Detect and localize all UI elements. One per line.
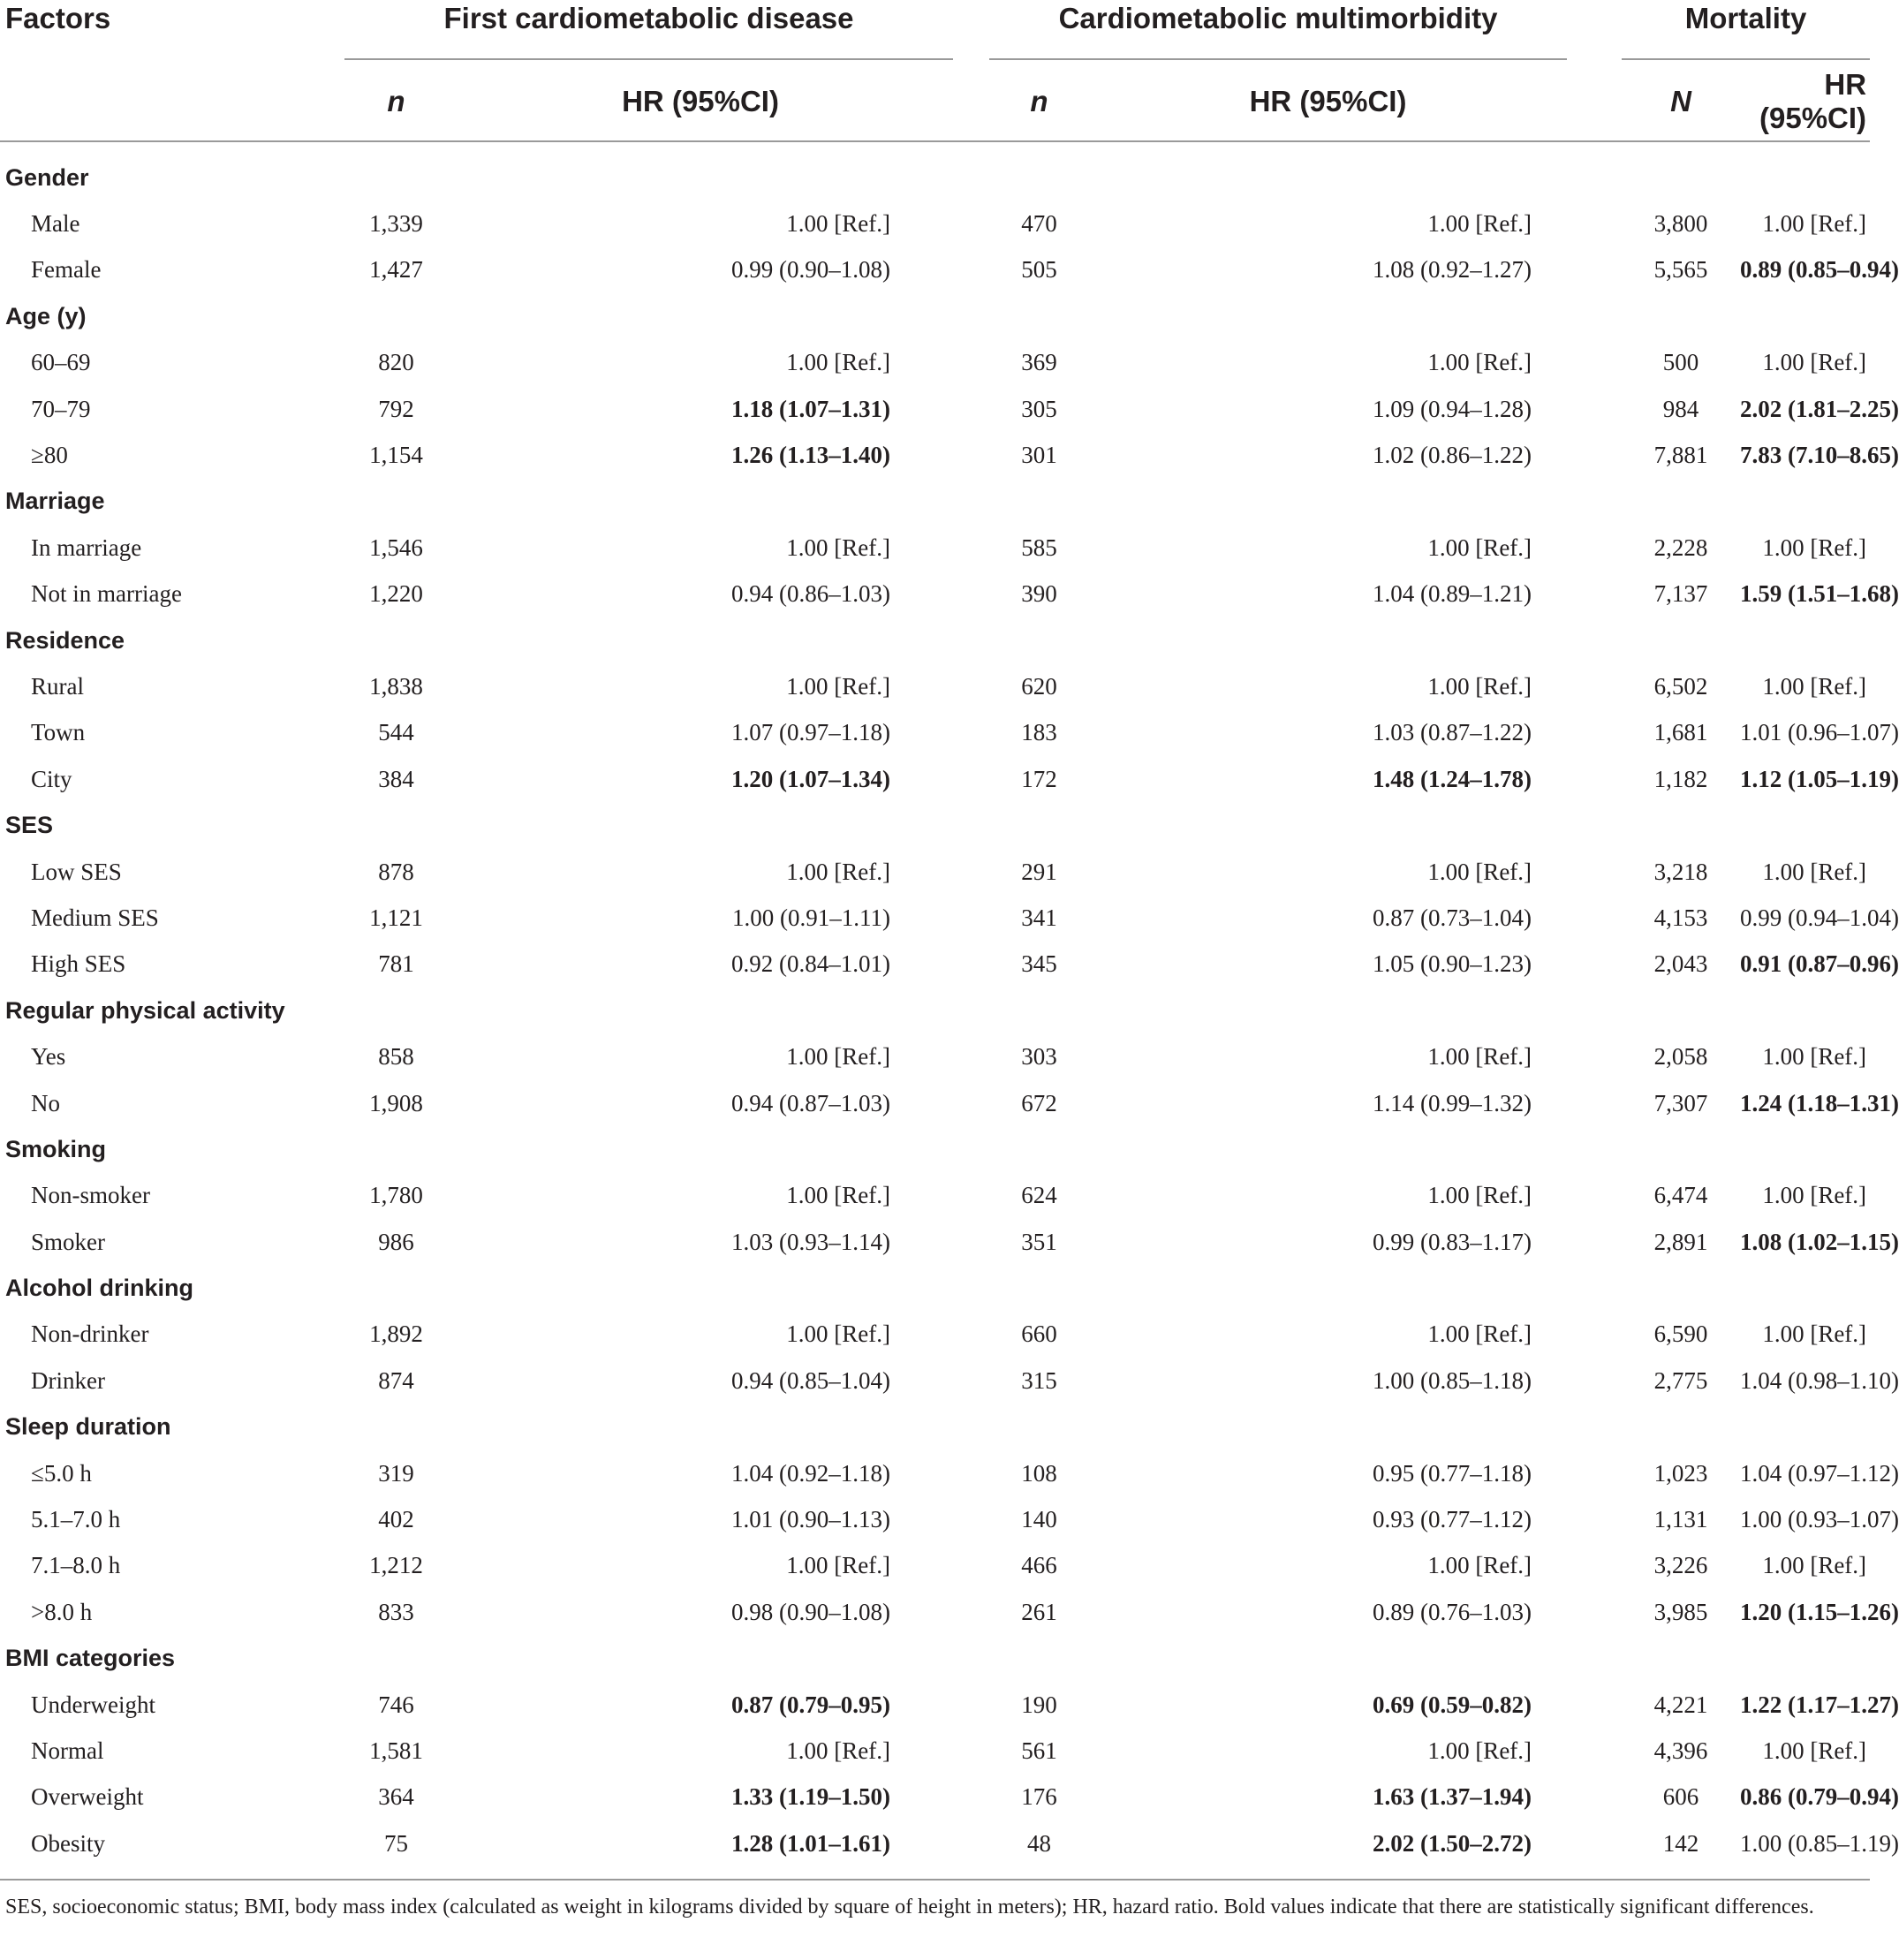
- hr-first-disease-cell: 0.92 (0.84–1.01): [731, 950, 891, 978]
- hr-multimorbidity-cell: 1.09 (0.94–1.28): [1373, 395, 1532, 422]
- footnote-divider: [0, 1879, 1870, 1881]
- n-first-disease-cell: 1,212: [369, 1552, 423, 1579]
- table-row: [0, 571, 1870, 617]
- hr-multimorbidity-cell: 1.00 [Ref.]: [1427, 858, 1532, 885]
- table-body: [0, 141, 1899, 1866]
- hr-multimorbidity-cell: 1.00 [Ref.]: [1427, 1552, 1532, 1579]
- n-multimorbidity-cell: 470: [1021, 210, 1057, 238]
- factor-level-label: Normal: [31, 1737, 104, 1764]
- n-first-disease-cell: 364: [378, 1783, 414, 1811]
- n-mortality-cell: 2,058: [1653, 1043, 1708, 1071]
- n-multimorbidity-cell: 190: [1021, 1691, 1057, 1718]
- n-multimorbidity-cell: 261: [1021, 1598, 1057, 1625]
- n-multimorbidity-cell: 108: [1021, 1459, 1057, 1487]
- hr-mortality-cell: 0.99 (0.94–1.04): [1740, 904, 1899, 931]
- hr-first-disease-cell: 0.94 (0.85–1.04): [731, 1366, 891, 1394]
- hr-multimorbidity-cell: 0.99 (0.83–1.17): [1373, 1228, 1532, 1255]
- table-row: [0, 1820, 1870, 1866]
- n-first-disease-cell: 792: [378, 395, 414, 422]
- column-header-row: [0, 63, 1870, 141]
- hr-mortality-cell: 0.86 (0.79–0.94): [1740, 1783, 1899, 1811]
- table-row: [0, 1450, 1870, 1496]
- hr-first-disease-cell: 1.03 (0.93–1.14): [731, 1228, 891, 1255]
- hr-mortality-cell: 1.08 (1.02–1.15): [1740, 1228, 1899, 1255]
- hr-mortality-cell: 1.00 [Ref.]: [1762, 210, 1867, 238]
- n-mortality-cell: 7,137: [1653, 580, 1708, 608]
- n-first-disease-cell: 1,339: [369, 210, 423, 238]
- hr-multimorbidity-cell: 2.02 (1.50–2.72): [1373, 1829, 1532, 1857]
- table-row: [0, 1682, 1870, 1728]
- hr-multimorbidity-cell: 1.00 (0.85–1.18): [1373, 1366, 1532, 1394]
- factor-level-label: In marriage: [31, 534, 142, 561]
- category-row: [0, 1126, 1870, 1172]
- category-row: [0, 141, 1870, 201]
- hr-first-disease-cell: 1.20 (1.07–1.34): [731, 765, 891, 792]
- hr-first-disease-cell: 1.33 (1.19–1.50): [731, 1783, 891, 1811]
- n-first-disease-cell: 858: [378, 1043, 414, 1071]
- n-multimorbidity-cell: 585: [1021, 534, 1057, 561]
- n-first-disease-cell: 781: [378, 950, 414, 978]
- factor-level-label: City: [31, 765, 72, 792]
- factor-level-label: ≤5.0 h: [31, 1459, 92, 1487]
- factor-level-label: 60–69: [31, 349, 91, 376]
- category-label: Alcohol drinking: [5, 1275, 193, 1302]
- table-row: [0, 895, 1870, 941]
- table-row: [0, 1173, 1870, 1219]
- factor-level-label: 7.1–8.0 h: [31, 1552, 121, 1579]
- category-row: [0, 293, 1870, 339]
- factor-level-label: Obesity: [31, 1829, 105, 1857]
- n-multimorbidity-cell: 390: [1021, 580, 1057, 608]
- table-row: [0, 1496, 1870, 1542]
- hr-mortality-cell: 1.04 (0.97–1.12): [1740, 1459, 1899, 1487]
- n-first-disease-cell: 1,546: [369, 534, 423, 561]
- n-first-disease-cell: 833: [378, 1598, 414, 1625]
- factor-level-label: Non-smoker: [31, 1182, 150, 1209]
- n-header-first-disease: n: [344, 63, 448, 141]
- hr-multimorbidity-cell: 1.14 (0.99–1.32): [1373, 1089, 1532, 1116]
- table-row: [0, 1728, 1870, 1774]
- table-row: [0, 663, 1870, 709]
- hr-header-mortality: HR (95%CI): [1740, 63, 1870, 141]
- hr-multimorbidity-cell: 1.08 (0.92–1.27): [1373, 256, 1532, 284]
- n-first-disease-cell: 874: [378, 1366, 414, 1394]
- hr-first-disease-cell: 1.07 (0.97–1.18): [731, 719, 891, 746]
- category-label: BMI categories: [5, 1645, 176, 1672]
- table-row: [0, 340, 1870, 386]
- category-label: Age (y): [5, 302, 87, 329]
- n-mortality-cell: 3,226: [1653, 1552, 1708, 1579]
- hr-first-disease-cell: 1.00 [Ref.]: [786, 1182, 891, 1209]
- hr-multimorbidity-cell: 1.00 [Ref.]: [1427, 210, 1532, 238]
- category-label: Residence: [5, 626, 125, 654]
- factor-level-label: Smoker: [31, 1228, 105, 1255]
- n-first-disease-cell: 746: [378, 1691, 414, 1718]
- n-mortality-cell: 1,681: [1653, 719, 1708, 746]
- n-multimorbidity-cell: 505: [1021, 256, 1057, 284]
- table-row: [0, 756, 1870, 802]
- n-multimorbidity-cell: 301: [1021, 442, 1057, 469]
- hr-mortality-cell: 1.00 (0.93–1.07): [1740, 1506, 1899, 1533]
- factor-level-label: Yes: [31, 1043, 66, 1071]
- n-mortality-cell: 3,985: [1653, 1598, 1708, 1625]
- hr-first-disease-cell: 1.01 (0.90–1.13): [731, 1506, 891, 1533]
- hr-first-disease-cell: 1.18 (1.07–1.31): [731, 395, 891, 422]
- hr-mortality-cell: 2.02 (1.81–2.25): [1740, 395, 1899, 422]
- hr-mortality-cell: 1.00 [Ref.]: [1762, 858, 1867, 885]
- hr-first-disease-cell: 1.00 [Ref.]: [786, 858, 891, 885]
- table-row: [0, 386, 1870, 432]
- n-multimorbidity-cell: 561: [1021, 1737, 1057, 1764]
- n-first-disease-cell: 319: [378, 1459, 414, 1487]
- hr-first-disease-cell: 1.00 [Ref.]: [786, 210, 891, 238]
- hr-first-disease-cell: 1.00 [Ref.]: [786, 1043, 891, 1071]
- hr-mortality-cell: 1.00 [Ref.]: [1762, 1552, 1867, 1579]
- factor-level-label: High SES: [31, 950, 126, 978]
- n-mortality-cell: 2,228: [1653, 534, 1708, 561]
- hr-multimorbidity-cell: 0.69 (0.59–0.82): [1373, 1691, 1532, 1718]
- hr-multimorbidity-cell: 1.63 (1.37–1.94): [1373, 1783, 1532, 1811]
- hr-mortality-cell: 1.59 (1.51–1.68): [1740, 580, 1899, 608]
- n-first-disease-cell: 1,581: [369, 1737, 423, 1764]
- n-header-multimorbidity: n: [989, 63, 1089, 141]
- hr-first-disease-cell: 1.26 (1.13–1.40): [731, 442, 891, 469]
- hr-mortality-cell: 0.89 (0.85–0.94): [1740, 256, 1899, 284]
- group-header-row: [0, 0, 1870, 59]
- hr-multimorbidity-cell: 1.00 [Ref.]: [1427, 1043, 1532, 1071]
- category-label: SES: [5, 812, 54, 839]
- factor-level-label: ≥80: [31, 442, 68, 469]
- hr-multimorbidity-cell: 1.04 (0.89–1.21): [1373, 580, 1532, 608]
- hr-header-multimorbidity: HR (95%CI): [1089, 63, 1567, 141]
- n-multimorbidity-cell: 48: [1027, 1829, 1052, 1857]
- hr-mortality-cell: 1.00 [Ref.]: [1762, 349, 1867, 376]
- factor-level-label: 70–79: [31, 395, 91, 422]
- hr-multimorbidity-cell: 1.00 [Ref.]: [1427, 672, 1532, 700]
- n-multimorbidity-cell: 303: [1021, 1043, 1057, 1071]
- group-header-multimorbidity: Cardiometabolic multimorbidity: [1058, 2, 1498, 34]
- factors-header: Factors: [5, 2, 111, 34]
- n-multimorbidity-cell: 315: [1021, 1366, 1057, 1394]
- hr-mortality-cell: 1.00 [Ref.]: [1762, 1182, 1867, 1209]
- factor-level-label: Low SES: [31, 858, 122, 885]
- category-row: [0, 1404, 1870, 1450]
- category-row: [0, 1636, 1870, 1682]
- n-mortality-cell: 6,502: [1653, 672, 1708, 700]
- n-multimorbidity-cell: 172: [1021, 765, 1057, 792]
- n-multimorbidity-cell: 466: [1021, 1552, 1057, 1579]
- n-header-mortality: N: [1622, 63, 1740, 141]
- n-multimorbidity-cell: 351: [1021, 1228, 1057, 1255]
- category-row: [0, 617, 1870, 663]
- category-label: Smoking: [5, 1135, 107, 1162]
- hr-first-disease-cell: 0.94 (0.87–1.03): [731, 1089, 891, 1116]
- hr-first-disease-cell: 1.00 (0.91–1.11): [732, 904, 891, 931]
- factor-level-label: 5.1–7.0 h: [31, 1506, 121, 1533]
- hr-mortality-cell: 1.00 [Ref.]: [1762, 1321, 1867, 1348]
- n-first-disease-cell: 75: [384, 1829, 408, 1857]
- factor-level-label: Not in marriage: [31, 580, 182, 608]
- table-row: [0, 1219, 1870, 1265]
- factor-level-label: Drinker: [31, 1366, 105, 1394]
- hr-first-disease-cell: 1.00 [Ref.]: [786, 1737, 891, 1764]
- hr-mortality-cell: 1.00 [Ref.]: [1762, 534, 1867, 561]
- n-mortality-cell: 1,182: [1653, 765, 1708, 792]
- n-first-disease-cell: 1,892: [369, 1321, 423, 1348]
- n-first-disease-cell: 1,780: [369, 1182, 423, 1209]
- table-row: [0, 1080, 1870, 1126]
- hr-multimorbidity-cell: 1.00 [Ref.]: [1427, 1182, 1532, 1209]
- n-mortality-cell: 5,565: [1653, 256, 1708, 284]
- hr-multimorbidity-cell: 1.00 [Ref.]: [1427, 349, 1532, 376]
- n-multimorbidity-cell: 624: [1021, 1182, 1057, 1209]
- factor-level-label: Underweight: [31, 1691, 155, 1718]
- n-multimorbidity-cell: 369: [1021, 349, 1057, 376]
- n-mortality-cell: 142: [1662, 1829, 1699, 1857]
- n-mortality-cell: 2,891: [1653, 1228, 1708, 1255]
- hr-mortality-cell: 1.24 (1.18–1.31): [1740, 1089, 1899, 1116]
- n-multimorbidity-cell: 672: [1021, 1089, 1057, 1116]
- category-row: [0, 479, 1870, 525]
- table-row: [0, 247, 1870, 293]
- hr-mortality-cell: 1.00 [Ref.]: [1762, 672, 1867, 700]
- hr-mortality-cell: 1.01 (0.96–1.07): [1740, 719, 1899, 746]
- table-row: [0, 1775, 1870, 1820]
- hr-first-disease-cell: 0.94 (0.86–1.03): [731, 580, 891, 608]
- n-first-disease-cell: 544: [378, 719, 414, 746]
- table-row: [0, 1589, 1870, 1635]
- category-label: Sleep duration: [5, 1413, 171, 1441]
- table-row: [0, 849, 1870, 895]
- factor-level-label: Medium SES: [31, 904, 159, 931]
- hr-mortality-cell: 1.00 [Ref.]: [1762, 1737, 1867, 1764]
- n-first-disease-cell: 1,154: [369, 442, 423, 469]
- factor-level-label: Female: [31, 256, 102, 284]
- table-row: [0, 525, 1870, 571]
- table-row: [0, 710, 1870, 756]
- n-multimorbidity-cell: 345: [1021, 950, 1057, 978]
- hr-mortality-cell: 1.20 (1.15–1.26): [1740, 1598, 1899, 1625]
- n-multimorbidity-cell: 620: [1021, 672, 1057, 700]
- hr-multimorbidity-cell: 0.93 (0.77–1.12): [1373, 1506, 1532, 1533]
- category-label: Gender: [5, 163, 89, 191]
- n-mortality-cell: 606: [1662, 1783, 1699, 1811]
- category-row: [0, 1265, 1870, 1311]
- n-mortality-cell: 6,474: [1653, 1182, 1708, 1209]
- factor-level-label: Rural: [31, 672, 84, 700]
- hr-multimorbidity-cell: 1.00 [Ref.]: [1427, 1321, 1532, 1348]
- category-row: [0, 802, 1870, 848]
- n-mortality-cell: 4,153: [1653, 904, 1708, 931]
- hr-mortality-cell: 0.91 (0.87–0.96): [1740, 950, 1899, 978]
- n-first-disease-cell: 820: [378, 349, 414, 376]
- hr-mortality-cell: 1.12 (1.05–1.19): [1740, 765, 1899, 792]
- hr-multimorbidity-cell: 1.48 (1.24–1.78): [1373, 765, 1532, 792]
- hr-multimorbidity-cell: 1.00 [Ref.]: [1427, 1737, 1532, 1764]
- factor-level-label: Overweight: [31, 1783, 144, 1811]
- hr-mortality-cell: 1.04 (0.98–1.10): [1740, 1366, 1899, 1394]
- n-mortality-cell: 3,218: [1653, 858, 1708, 885]
- n-mortality-cell: 2,775: [1653, 1366, 1708, 1394]
- table-row: [0, 1312, 1870, 1358]
- hr-first-disease-cell: 1.00 [Ref.]: [786, 1321, 891, 1348]
- n-mortality-cell: 4,221: [1653, 1691, 1708, 1718]
- n-mortality-cell: 7,881: [1653, 442, 1708, 469]
- hr-multimorbidity-cell: 0.89 (0.76–1.03): [1373, 1598, 1532, 1625]
- n-mortality-cell: 1,023: [1653, 1459, 1708, 1487]
- hr-header-first-disease: HR (95%CI): [448, 63, 953, 141]
- hr-first-disease-cell: 0.99 (0.90–1.08): [731, 256, 891, 284]
- n-first-disease-cell: 986: [378, 1228, 414, 1255]
- n-multimorbidity-cell: 176: [1021, 1783, 1057, 1811]
- n-first-disease-cell: 1,220: [369, 580, 423, 608]
- n-mortality-cell: 500: [1662, 349, 1699, 376]
- factor-level-label: >8.0 h: [31, 1598, 93, 1625]
- hr-mortality-cell: 1.00 [Ref.]: [1762, 1043, 1867, 1071]
- hr-multimorbidity-cell: 1.00 [Ref.]: [1427, 534, 1532, 561]
- group-header-mortality: Mortality: [1684, 2, 1807, 34]
- n-mortality-cell: 4,396: [1653, 1737, 1708, 1764]
- n-multimorbidity-cell: 183: [1021, 719, 1057, 746]
- hr-multimorbidity-cell: 1.05 (0.90–1.23): [1373, 950, 1532, 978]
- n-first-disease-cell: 402: [378, 1506, 414, 1533]
- n-mortality-cell: 6,590: [1653, 1321, 1708, 1348]
- n-first-disease-cell: 878: [378, 858, 414, 885]
- hr-multimorbidity-cell: 1.03 (0.87–1.22): [1373, 719, 1532, 746]
- table-row: [0, 942, 1870, 988]
- category-label: Marriage: [5, 488, 105, 515]
- n-first-disease-cell: 384: [378, 765, 414, 792]
- n-multimorbidity-cell: 660: [1021, 1321, 1057, 1348]
- n-multimorbidity-cell: 341: [1021, 904, 1057, 931]
- hr-first-disease-cell: 0.87 (0.79–0.95): [731, 1691, 891, 1718]
- n-mortality-cell: 7,307: [1653, 1089, 1708, 1116]
- table-row: [0, 1033, 1870, 1079]
- hr-first-disease-cell: 0.98 (0.90–1.08): [731, 1598, 891, 1625]
- n-first-disease-cell: 1,427: [369, 256, 423, 284]
- n-multimorbidity-cell: 140: [1021, 1506, 1057, 1533]
- group-header-first-disease: First cardiometabolic disease: [443, 2, 854, 34]
- hr-mortality-cell: 1.00 (0.85–1.19): [1740, 1829, 1899, 1857]
- table-footnote: SES, socioeconomic status; BMI, body mass index (calculated as weight in kilograms divided by square of height in meters); HR, hazard ratio. Bold values indicate that there are statistically significant differences.: [5, 1896, 1814, 1918]
- hr-first-disease-cell: 1.00 [Ref.]: [786, 534, 891, 561]
- n-mortality-cell: 984: [1662, 395, 1699, 422]
- hr-first-disease-cell: 1.00 [Ref.]: [786, 672, 891, 700]
- factor-level-label: Male: [31, 210, 80, 238]
- n-first-disease-cell: 1,121: [369, 904, 423, 931]
- category-label: Regular physical activity: [5, 996, 285, 1024]
- hr-mortality-cell: 7.83 (7.10–8.65): [1740, 442, 1899, 469]
- hr-multimorbidity-cell: 1.02 (0.86–1.22): [1373, 442, 1532, 469]
- n-first-disease-cell: 1,838: [369, 672, 423, 700]
- factor-level-label: Town: [31, 719, 86, 746]
- n-mortality-cell: 1,131: [1653, 1506, 1708, 1533]
- factor-level-label: No: [31, 1089, 60, 1116]
- hr-multimorbidity-cell: 0.95 (0.77–1.18): [1373, 1459, 1532, 1487]
- hr-first-disease-cell: 1.00 [Ref.]: [786, 349, 891, 376]
- hr-first-disease-cell: 1.00 [Ref.]: [786, 1552, 891, 1579]
- hr-multimorbidity-cell: 0.87 (0.73–1.04): [1373, 904, 1532, 931]
- factor-level-label: Non-drinker: [31, 1321, 149, 1348]
- table-row: [0, 1358, 1870, 1404]
- n-multimorbidity-cell: 305: [1021, 395, 1057, 422]
- table-row: [0, 432, 1870, 478]
- table-row: [0, 201, 1870, 246]
- n-first-disease-cell: 1,908: [369, 1089, 423, 1116]
- n-mortality-cell: 2,043: [1653, 950, 1708, 978]
- hr-first-disease-cell: 1.04 (0.92–1.18): [731, 1459, 891, 1487]
- n-mortality-cell: 3,800: [1653, 210, 1708, 238]
- n-multimorbidity-cell: 291: [1021, 858, 1057, 885]
- hr-mortality-cell: 1.22 (1.17–1.27): [1740, 1691, 1899, 1718]
- category-row: [0, 988, 1870, 1033]
- hr-first-disease-cell: 1.28 (1.01–1.61): [731, 1829, 891, 1857]
- table-row: [0, 1543, 1870, 1589]
